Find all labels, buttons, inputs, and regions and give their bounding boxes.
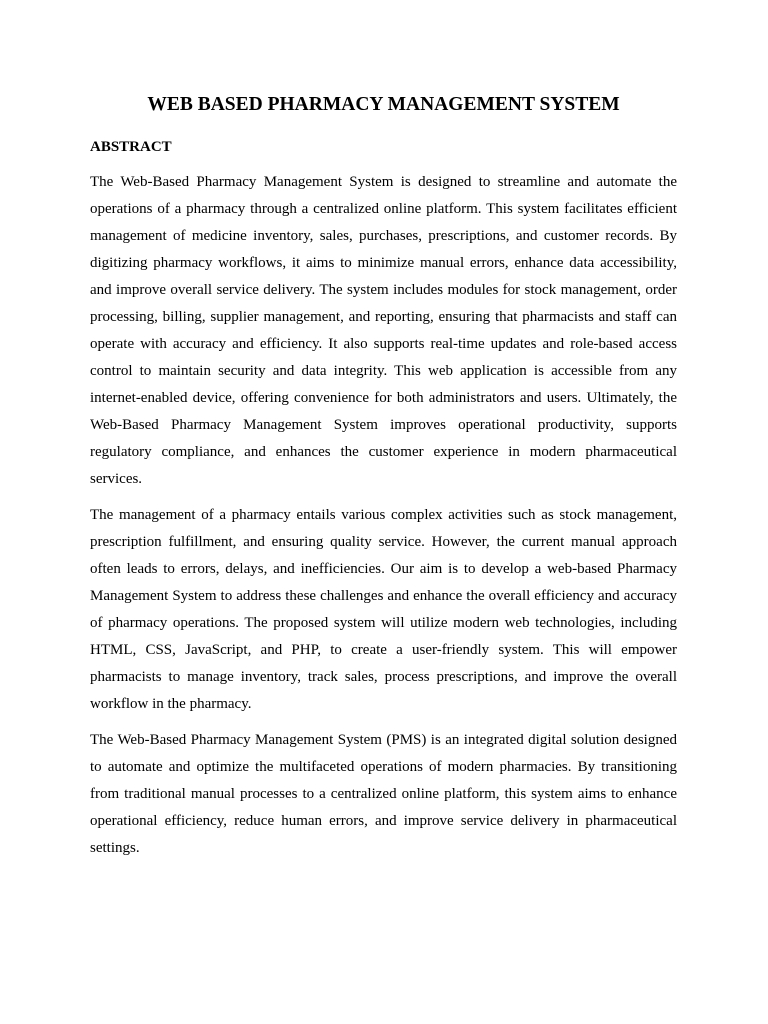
paragraph-problem-statement: The management of a pharmacy entails various complex activities such as stock management, prescription fulfillment, and ensuring quality service. However, the current manual approach often leads to errors, delays, and inefficiencies. Our aim is to develop a web-based Pharmacy Management System to address these challenges and enhance the overall efficiency and accuracy of pharmacy operations. The proposed system will utilize modern web technologies, including HTML, CSS, JavaScript, and PHP, to create a user-friendly system. This will empower pharmacists to manage inventory, track sales, process prescriptions, and improve the overall workflow in the pharmacy.	[90, 507, 677, 712]
section-heading-abstract: ABSTRACT	[90, 139, 172, 155]
document-title: WEB BASED PHARMACY MANAGEMENT SYSTEM	[147, 94, 620, 115]
paragraph-system-overview: The Web-Based Pharmacy Management System (PMS) is an integrated digital solution designed to automate and optimize the multifaceted operations of modern pharmacies. By transitioning from traditional manual processes to a centralized online platform, this system aims to enhance operational efficiency, reduce human errors, and improve service delivery in pharmaceutical settings.	[90, 732, 677, 856]
document-page	[90, 90, 677, 862]
paragraph-abstract: The Web-Based Pharmacy Management System is designed to streamline and automate the operations of a pharmacy through a centralized online platform. This system facilitates efficient management of medicine inventory, sales, purchases, prescriptions, and customer records. By digitizing pharmacy workflows, it aims to minimize manual errors, enhance data accessibility, and improve overall service delivery. The system includes modules for stock management, order processing, billing, supplier management, and reporting, ensuring that pharmacists and staff can operate with accuracy and efficiency. It also supports real-time updates and role-based access control to maintain security and data integrity. This web application is accessible from any internet-enabled device, offering convenience for both administrators and users. Ultimately, the Web-Based Pharmacy Management System improves operational productivity, supports regulatory compliance, and enhances the customer experience in modern pharmaceutical services.	[90, 174, 677, 487]
